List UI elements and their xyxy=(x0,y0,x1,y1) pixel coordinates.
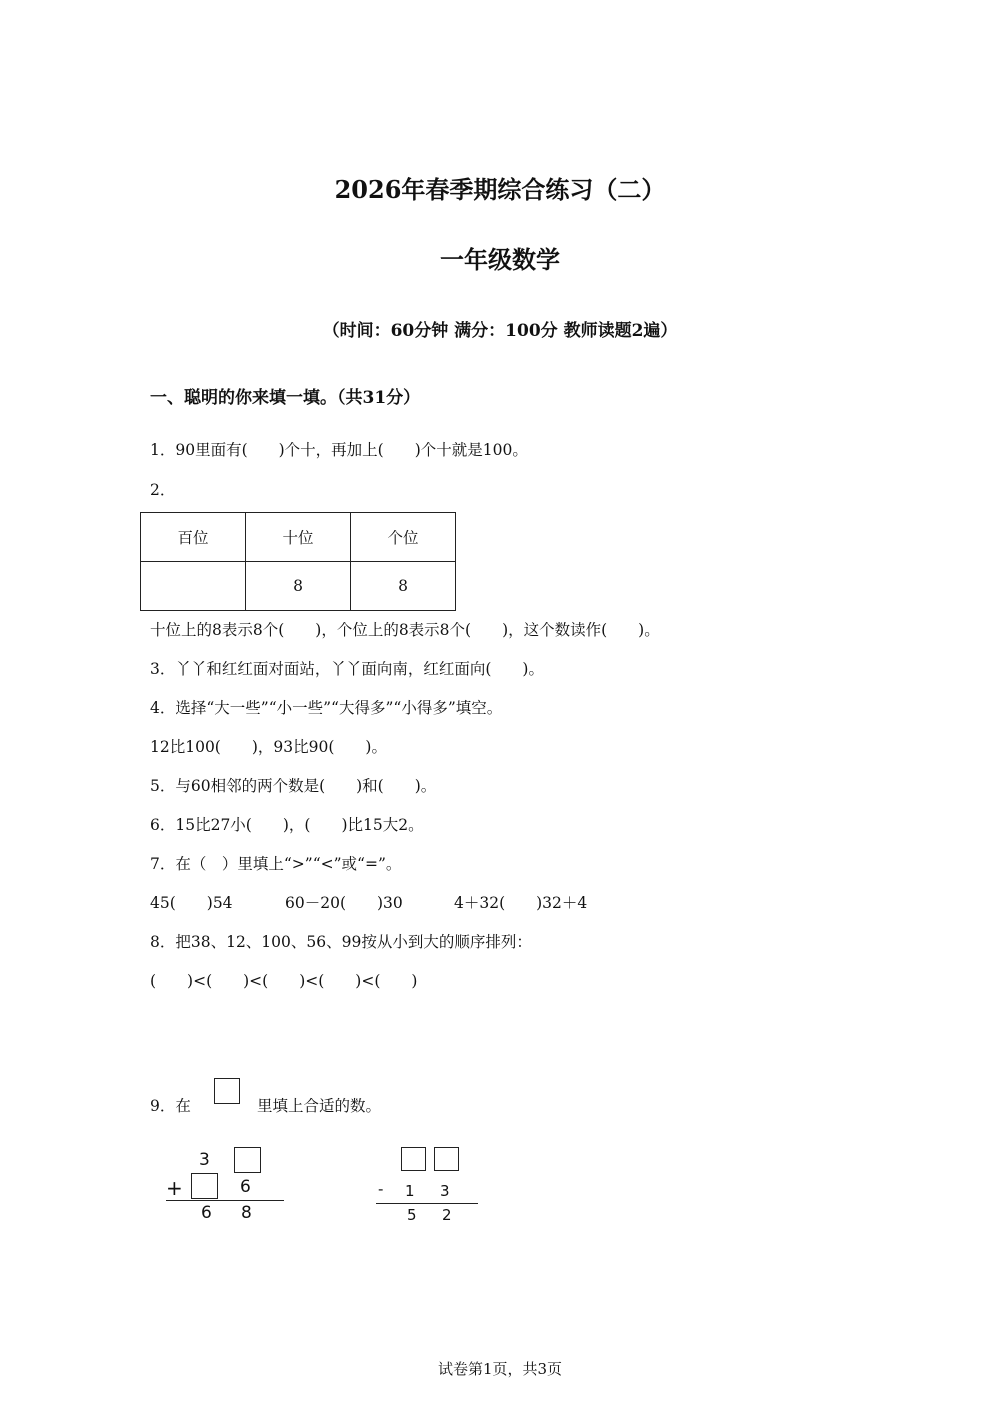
question-8-line: ( )<( )<( )<( )<( ) xyxy=(150,972,418,990)
sub-rule xyxy=(376,1203,478,1204)
value-ones: 8 xyxy=(351,562,456,611)
add-result-ones: 8 xyxy=(241,1203,252,1223)
value-tens: 8 xyxy=(246,562,351,611)
page-footer: 试卷第1页，共3页 xyxy=(437,1360,563,1378)
sub-row2-tens: 1 xyxy=(405,1182,415,1200)
add-row1-tens: 3 xyxy=(199,1150,210,1170)
question-8: 8．把38、12、100、56、99按从小到大的顺序排列： xyxy=(150,933,532,951)
question-4-line: 12比100( )，93比90( )。 xyxy=(150,738,387,756)
add-result-tens: 6 xyxy=(201,1203,212,1223)
sub-row2-ones: 3 xyxy=(440,1182,450,1200)
sub-result-tens: 5 xyxy=(407,1206,417,1224)
add-row2-ones: 6 xyxy=(240,1177,251,1197)
sub-row1-ones-box[interactable] xyxy=(434,1147,459,1171)
section-heading: 一、聪明的你来填一填。（共31分） xyxy=(150,388,421,408)
sub-operator: - xyxy=(378,1180,384,1198)
exam-title: 2026年春季期综合练习（二） xyxy=(334,175,666,204)
sub-row1-tens-box[interactable] xyxy=(401,1147,426,1171)
value-hundreds xyxy=(141,562,246,611)
question-6: 6．15比27小( )，( )比15大2。 xyxy=(150,816,424,834)
add-operator: + xyxy=(166,1176,183,1200)
question-7: 7．在（ ）里填上“>”“<”或“=”。 xyxy=(150,855,402,873)
header-ones: 个位 xyxy=(351,513,456,562)
add-rule xyxy=(166,1200,284,1201)
exam-subtitle: 一年级数学 xyxy=(440,245,560,274)
header-tens: 十位 xyxy=(246,513,351,562)
question-9-suffix: 里填上合适的数。 xyxy=(257,1097,382,1115)
question-3: 3．丫丫和红红面对面站，丫丫面向南，红红面向( )。 xyxy=(150,660,544,678)
add-row2-tens-box[interactable] xyxy=(191,1173,218,1199)
add-row1-ones-box[interactable] xyxy=(234,1147,261,1173)
question-2-text: 十位上的8表示8个( )，个位上的8表示8个( )，这个数读作( )。 xyxy=(150,621,660,639)
question-9-prefix: 9．在 xyxy=(150,1097,191,1115)
compare-item-2: 60－20( )30 xyxy=(285,894,403,912)
answer-box-icon xyxy=(214,1078,240,1104)
question-5: 5．与60相邻的两个数是( )和( )。 xyxy=(150,777,437,795)
header-hundreds: 百位 xyxy=(141,513,246,562)
compare-item-1: 45( )54 xyxy=(150,894,233,912)
compare-item-3: 4＋32( )32＋4 xyxy=(454,894,588,912)
question-1: 1．90里面有( )个十，再加上( )个十就是100。 xyxy=(150,441,528,459)
question-2: 2． xyxy=(150,481,176,499)
question-4: 4．选择“大一些”“小一些”“大得多”“小得多”填空。 xyxy=(150,699,503,717)
place-value-table xyxy=(140,512,456,611)
exam-info: （时间：60分钟 满分：100分 教师读题2遍） xyxy=(322,321,678,341)
sub-result-ones: 2 xyxy=(442,1206,452,1224)
